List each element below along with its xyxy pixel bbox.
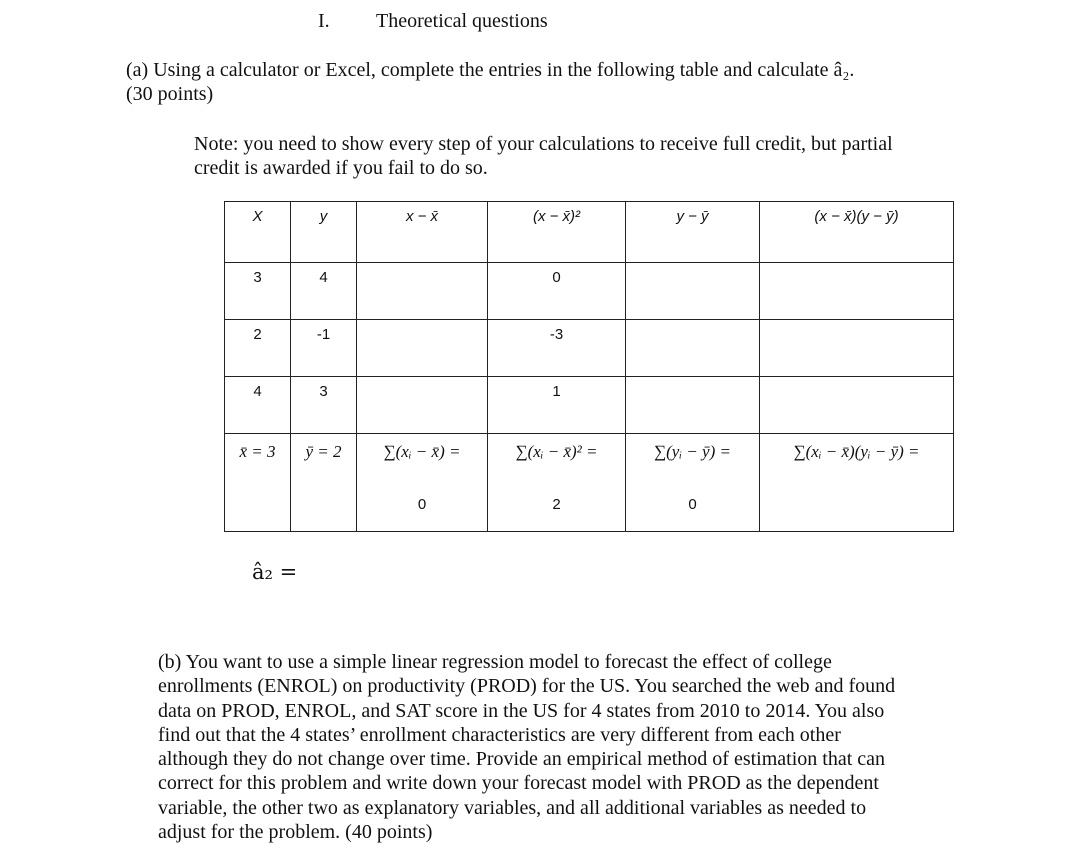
cell-y-dev[interactable]	[626, 377, 760, 434]
question-a	[126, 58, 854, 106]
table-row	[225, 377, 954, 434]
question-b-line: find out that the 4 states’ enrollment characteristics are very different from each other	[158, 723, 841, 746]
question-b-line: although they do not change over time. Provide an empirical method of estimation that can	[158, 748, 886, 771]
cell-y-dev[interactable]	[626, 263, 760, 320]
table-header-row	[225, 202, 954, 263]
calculation-table	[224, 201, 954, 532]
sum-cross-product-label: ∑(xᵢ − x̄)(yᵢ − ȳ) =	[793, 442, 920, 461]
sum-y-dev-value: 0	[688, 496, 697, 513]
note-line: Note: you need to show every step of your calculations to receive full credit, but partial	[194, 133, 893, 155]
sum-x-dev-value: 0	[417, 496, 427, 513]
cell-x-dev-squared: 1	[488, 377, 626, 434]
cell-y-dev[interactable]	[626, 320, 760, 377]
cell-y: 3	[291, 377, 357, 434]
cell-x-mean	[225, 434, 291, 532]
cell-x: 2	[225, 320, 291, 377]
cell-x-dev[interactable]	[357, 377, 488, 434]
question-b-line: adjust for the problem. (40 points)	[158, 821, 433, 844]
cell-sum-cross-product[interactable]	[760, 434, 954, 532]
cell-sum-x-dev-squared	[488, 434, 626, 532]
a-hat-answer: â₂ =	[252, 560, 298, 584]
sum-x-dev-squared-value: 2	[552, 496, 561, 513]
cell-sum-x-dev	[357, 434, 488, 532]
table-row	[225, 263, 954, 320]
header-y: y	[291, 202, 357, 263]
y-mean-label: ȳ = 2	[305, 442, 342, 461]
section-heading	[318, 10, 548, 33]
question-a-points: (30 points)	[126, 83, 214, 105]
x-mean-label: x̄ = 3	[239, 442, 276, 461]
question-b	[158, 650, 958, 844]
header-x-dev-squared: (x − x̄)²	[488, 202, 626, 263]
question-b-line: enrollments (ENROL) on productivity (PROD) for the US. You searched the web and found	[158, 675, 896, 698]
sum-x-dev-squared-label: ∑(xᵢ − x̄)² =	[515, 442, 598, 461]
question-b-line: data on PROD, ENROL, and SAT score in the US for 4 states from 2010 to 2014. You also	[158, 699, 885, 722]
cell-x-dev-squared: -3	[488, 320, 626, 377]
cell-y: -1	[291, 320, 357, 377]
note-line: credit is awarded if you fail to do so.	[194, 157, 488, 179]
cell-x: 4	[225, 377, 291, 434]
cell-x-dev[interactable]	[357, 320, 488, 377]
cell-sum-y-dev	[626, 434, 760, 532]
header-x: X	[225, 202, 291, 263]
sum-y-dev-label: ∑(yᵢ − ȳ) =	[654, 442, 731, 461]
section-number: I.	[318, 10, 330, 32]
cell-cross-product[interactable]	[760, 263, 954, 320]
table-row	[225, 320, 954, 377]
note	[194, 132, 954, 180]
cell-y: 4	[291, 263, 357, 320]
header-x-dev: x − x̄	[357, 202, 488, 263]
question-a-line: (a) Using a calculator or Excel, complete the entries in the following table and calculate â₂.	[126, 59, 855, 81]
cell-x-dev-squared: 0	[488, 263, 626, 320]
cell-cross-product[interactable]	[760, 377, 954, 434]
header-y-dev: y − ȳ	[626, 202, 760, 263]
question-b-line: correct for this problem and write down your forecast model with PROD as the dependent	[158, 772, 879, 795]
cell-y-mean	[291, 434, 357, 532]
table-summary-row	[225, 434, 954, 532]
question-b-line: variable, the other two as explanatory variables, and all additional variables as needed to	[158, 796, 867, 819]
question-b-line: (b) You want to use a simple linear regression model to forecast the effect of college	[158, 651, 832, 673]
cell-x: 3	[225, 263, 291, 320]
header-cross-product: (x − x̄)(y − ȳ)	[760, 202, 954, 263]
cell-cross-product[interactable]	[760, 320, 954, 377]
section-title: Theoretical questions	[376, 10, 548, 32]
sum-x-dev-label: ∑(xᵢ − x̄) =	[383, 442, 461, 461]
cell-x-dev[interactable]	[357, 263, 488, 320]
